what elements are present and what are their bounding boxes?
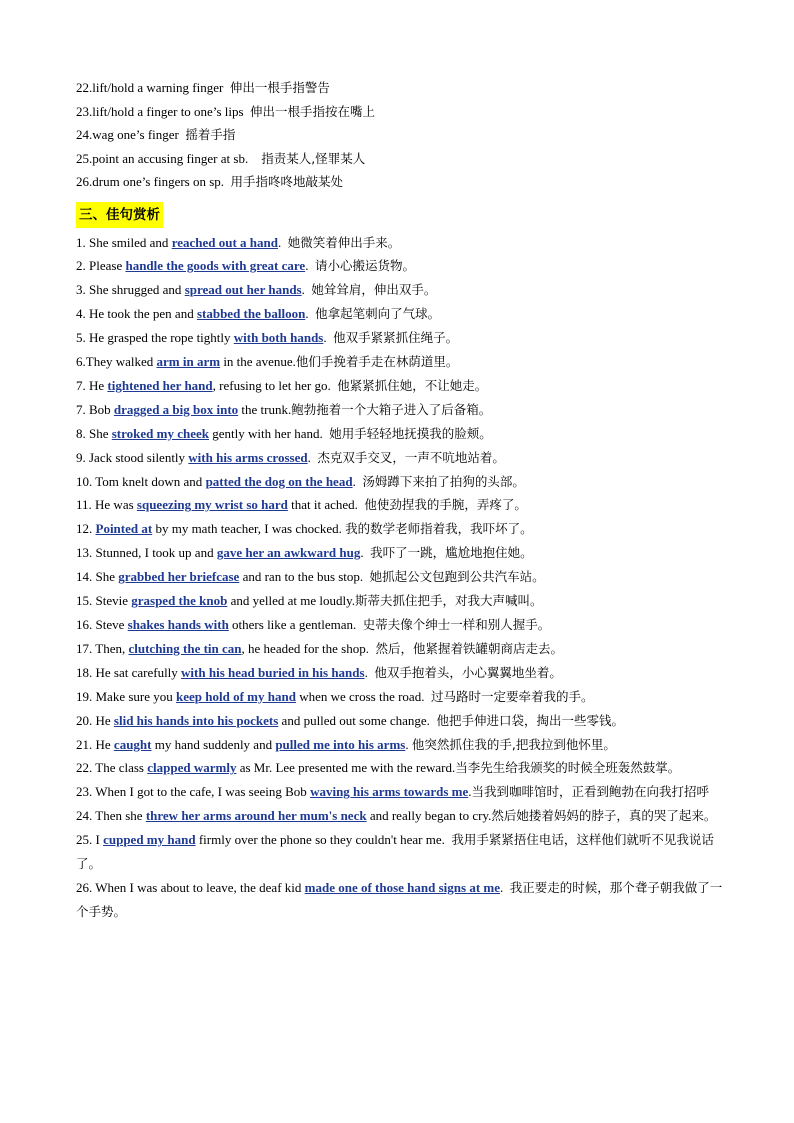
sentence-text: 3. She shrugged and — [76, 282, 185, 298]
sentence-translation: 他使劲捏我的手腕，弄疼了。 — [364, 497, 527, 513]
sentence-item — [76, 302, 726, 326]
section-heading: 三、佳句赏析 — [76, 202, 163, 228]
phrase-item — [76, 76, 726, 100]
sentence-item — [76, 876, 726, 924]
sentence-text: 6.They walked — [76, 354, 157, 370]
sentence-translation: 杰克双手交叉，一声不吭地站着。 — [317, 449, 505, 465]
key-phrase: tightened her hand — [107, 377, 213, 393]
phrase-item — [76, 170, 726, 194]
key-phrase: shakes hands with — [127, 617, 229, 632]
sentence-text: 8. She — [76, 425, 112, 441]
sentence-item — [76, 446, 726, 470]
sentence-translation: 然后她搂着妈妈的脖子，真的哭了起来。 — [491, 808, 717, 824]
sentence-text: my hand suddenly and — [151, 736, 276, 752]
key-phrase: dragged a big box into — [113, 401, 239, 417]
sentence-translation: 我用手紧紧捂住电话，这样他们就听不见我说话了。 — [76, 832, 714, 872]
sentence-text: 23. When I got to the cafe, I was seeing Bob — [76, 784, 311, 800]
sentence-text: . — [301, 282, 305, 298]
phrase-chinese: 伸出一根手指警告 — [229, 80, 330, 95]
sentence-translation: 他拿起笔刺向了气球。 — [315, 306, 441, 322]
sentence-item — [76, 756, 726, 780]
sentence-text: . — [278, 234, 282, 250]
sentence-text: . — [352, 473, 356, 489]
sentence-item — [76, 637, 726, 661]
sentence-text: . — [360, 545, 364, 561]
sentence-text: 22. The class — [76, 760, 148, 776]
sentence-item — [76, 350, 726, 374]
sentence-translation: 斯蒂夫抓住把手，对我大声喊叫。 — [355, 593, 543, 609]
sentence-text: 17. Then, — [76, 640, 129, 656]
sentence-item — [76, 422, 726, 446]
sentence-item — [76, 804, 726, 828]
phrase-chinese: 伸出一根手指按在嘴上 — [250, 103, 376, 119]
sentence-text: 12. — [76, 521, 96, 537]
sentence-item — [76, 828, 726, 876]
phrase-list — [76, 76, 726, 194]
sentence-item — [76, 278, 726, 302]
sentence-translation: 她抓起公文包跑到公共汽车站。 — [369, 569, 545, 585]
sentence-text: 24. Then she — [76, 808, 146, 824]
sentence-text: 15. Stevie — [76, 593, 132, 609]
phrase-english: 25.point an accusing finger at sb. — [76, 150, 249, 166]
sentence-translation: 我正要走的时候，那个聋子朝我做了一个手势。 — [76, 879, 723, 919]
key-phrase: Pointed at — [95, 521, 153, 537]
sentence-text: . — [405, 736, 409, 752]
sentence-translation: 鲍勃拖着一个大箱子进入了后备箱。 — [291, 401, 492, 417]
sentence-text: . — [364, 664, 368, 680]
key-phrase: patted the dog on the head — [205, 473, 353, 489]
sentence-translation: 她微笑着伸出手来。 — [287, 234, 401, 250]
key-phrase: arm in arm — [156, 354, 221, 370]
sentence-text: by my math teacher, I was chocked. — [152, 521, 342, 537]
section-heading-row — [76, 202, 726, 228]
sentence-text: , refusing to let her go. — [212, 377, 331, 393]
sentence-translation: 他双手紧紧抓住绳子。 — [333, 330, 459, 346]
sentence-translation: 她耸耸肩，伸出双手。 — [311, 282, 437, 298]
key-phrase: caught — [113, 736, 152, 752]
key-phrase: with his arms crossed — [188, 449, 308, 465]
sentence-translation: 我吓了一跳，尴尬地抱住她。 — [370, 545, 533, 561]
sentence-text: 1. She smiled and — [76, 234, 172, 250]
key-phrase: waving his arms towards me — [310, 784, 469, 800]
phrase-item — [76, 147, 726, 171]
sentence-text: 16. Steve — [76, 617, 128, 632]
phrase-chinese: 摇着手指 — [185, 127, 236, 142]
phrase-english: 22.lift/hold a warning finger — [76, 80, 224, 95]
sentence-text: . — [305, 306, 309, 322]
sentence-text: 5. He grasped the rope tightly — [76, 330, 234, 346]
sentence-item — [76, 661, 726, 685]
phrase-english: 23.lift/hold a finger to one’s lips — [76, 103, 244, 119]
sentence-text: gently with her hand. — [209, 425, 323, 441]
phrase-chinese: 用手指咚咚地敲某处 — [230, 174, 344, 189]
key-phrase: spread out her hands — [184, 282, 302, 298]
sentence-item — [76, 685, 726, 709]
key-phrase: threw her arms around her mum's neck — [145, 808, 367, 824]
sentence-translation: 请小心搬运货物。 — [314, 258, 415, 274]
key-phrase: made one of those hand signs at me — [304, 879, 501, 895]
sentence-text: as Mr. Lee presented me with the reward. — [236, 760, 456, 776]
sentence-text: 4. He took the pen and — [76, 306, 197, 322]
key-phrase: reached out a hand — [171, 234, 278, 250]
sentence-text: 25. I — [76, 832, 104, 848]
sentence-text: . — [500, 879, 504, 895]
sentence-translation: 汤姆蹲下来拍了拍狗的头部。 — [362, 473, 525, 489]
sentence-item — [76, 398, 726, 422]
sentence-text: and really began to cry. — [366, 808, 492, 824]
sentence-translation: 我的数学老师指着我，我吓坏了。 — [345, 521, 533, 537]
sentence-item — [76, 517, 726, 541]
sentence-text: and pulled out some change. — [278, 712, 430, 728]
key-phrase: stabbed the balloon — [196, 306, 306, 322]
key-phrase: slid his hands into his pockets — [113, 712, 279, 728]
sentence-item — [76, 470, 726, 494]
sentence-text: . — [468, 784, 472, 800]
sentence-text: 9. Jack stood silently — [76, 449, 189, 465]
sentence-item — [76, 326, 726, 350]
sentence-text: . — [323, 330, 327, 346]
sentence-item — [76, 493, 726, 517]
phrase-english: 24.wag one’s finger — [76, 127, 179, 142]
sentence-translation: 当李先生给我颁奖的时候全班轰然鼓掌。 — [455, 760, 681, 776]
key-phrase: gave her an awkward hug — [216, 545, 361, 561]
key-phrase: keep hold of my hand — [176, 688, 296, 704]
sentence-translation: 她用手轻轻地抚摸我的脸颊。 — [329, 425, 492, 441]
sentence-text: and ran to the bus stop. — [239, 569, 364, 585]
sentence-text: firmly over the phone so they couldn't hear me. — [195, 832, 445, 848]
sentence-translation: 他突然抓住我的手,把我拉到他怀里。 — [411, 736, 616, 752]
key-phrase: stroked my cheek — [111, 425, 210, 441]
sentence-translation: 他把手伸进口袋，掏出一些零钱。 — [436, 712, 624, 728]
sentence-item — [76, 231, 726, 255]
sentence-text: 11. He was — [76, 497, 137, 513]
sentence-translation: 他们手挽着手走在林荫道里。 — [295, 354, 459, 370]
sentence-text: . — [305, 258, 309, 274]
sentence-text: 21. He — [76, 736, 114, 752]
sentence-item — [76, 541, 726, 565]
sentence-translation: 他紧紧抓住她，不让她走。 — [337, 377, 488, 393]
sentence-translation: 过马路时一定要牵着我的手。 — [430, 688, 594, 704]
key-phrase: squeezing my wrist so hard — [136, 497, 288, 513]
key-phrase: cupped my hand — [103, 832, 196, 848]
key-phrase: with his head buried in his hands — [181, 664, 365, 680]
sentence-item — [76, 254, 726, 278]
key-phrase: handle the goods with great care — [125, 258, 306, 274]
sentence-translation: 他双手抱着头，小心翼翼地坐着。 — [374, 664, 562, 680]
sentence-text: 14. She — [76, 569, 119, 585]
sentence-text: 7. Bob — [76, 401, 114, 417]
sentence-text: 10. Tom knelt down and — [76, 473, 206, 489]
document-page — [76, 76, 726, 924]
key-phrase: grasped the knob — [131, 593, 228, 609]
key-phrase: pulled me into his arms — [275, 736, 406, 752]
sentence-translation: 然后，他紧握着铁罐朝商店走去。 — [375, 640, 563, 656]
sentence-item — [76, 709, 726, 733]
sentence-text: 20. He — [76, 712, 114, 728]
sentence-text: . — [307, 449, 311, 465]
key-phrase: grabbed her briefcase — [118, 569, 240, 585]
key-phrase: with both hands — [233, 330, 324, 346]
sentence-text: 7. He — [76, 377, 108, 393]
sentence-text: 18. He sat carefully — [76, 664, 182, 680]
sentence-text: 19. Make sure you — [76, 688, 177, 704]
sentence-item — [76, 733, 726, 757]
phrase-item — [76, 100, 726, 124]
sentence-item — [76, 780, 726, 804]
sentence-list — [76, 231, 726, 924]
key-phrase: clapped warmly — [147, 760, 237, 776]
sentence-text: 26. When I was about to leave, the deaf kid — [76, 879, 305, 895]
sentence-item — [76, 565, 726, 589]
sentence-text: in the avenue. — [220, 354, 296, 370]
sentence-item — [76, 613, 726, 637]
sentence-text: 2. Please — [76, 258, 126, 274]
phrase-chinese: 指责某人,怪罪某人 — [261, 150, 366, 166]
sentence-text: that it ached. — [287, 497, 358, 513]
sentence-translation: 史蒂夫像个绅士一样和别人握手。 — [362, 617, 551, 632]
sentence-item — [76, 589, 726, 613]
sentence-text: when we cross the road. — [295, 688, 425, 704]
sentence-item — [76, 374, 726, 398]
phrase-english: 26.drum one’s fingers on sp. — [76, 174, 225, 189]
sentence-text: others like a gentleman. — [228, 617, 357, 632]
sentence-text: 13. Stunned, I took up and — [76, 545, 217, 561]
sentence-text: the trunk. — [238, 401, 292, 417]
sentence-text: and yelled at me loudly. — [227, 593, 356, 609]
sentence-translation: 当我到咖啡馆时，正看到鲍勃在向我打招呼 — [471, 784, 709, 800]
phrase-item — [76, 123, 726, 147]
sentence-text: , he headed for the shop. — [241, 640, 369, 656]
key-phrase: clutching the tin can — [128, 640, 242, 656]
